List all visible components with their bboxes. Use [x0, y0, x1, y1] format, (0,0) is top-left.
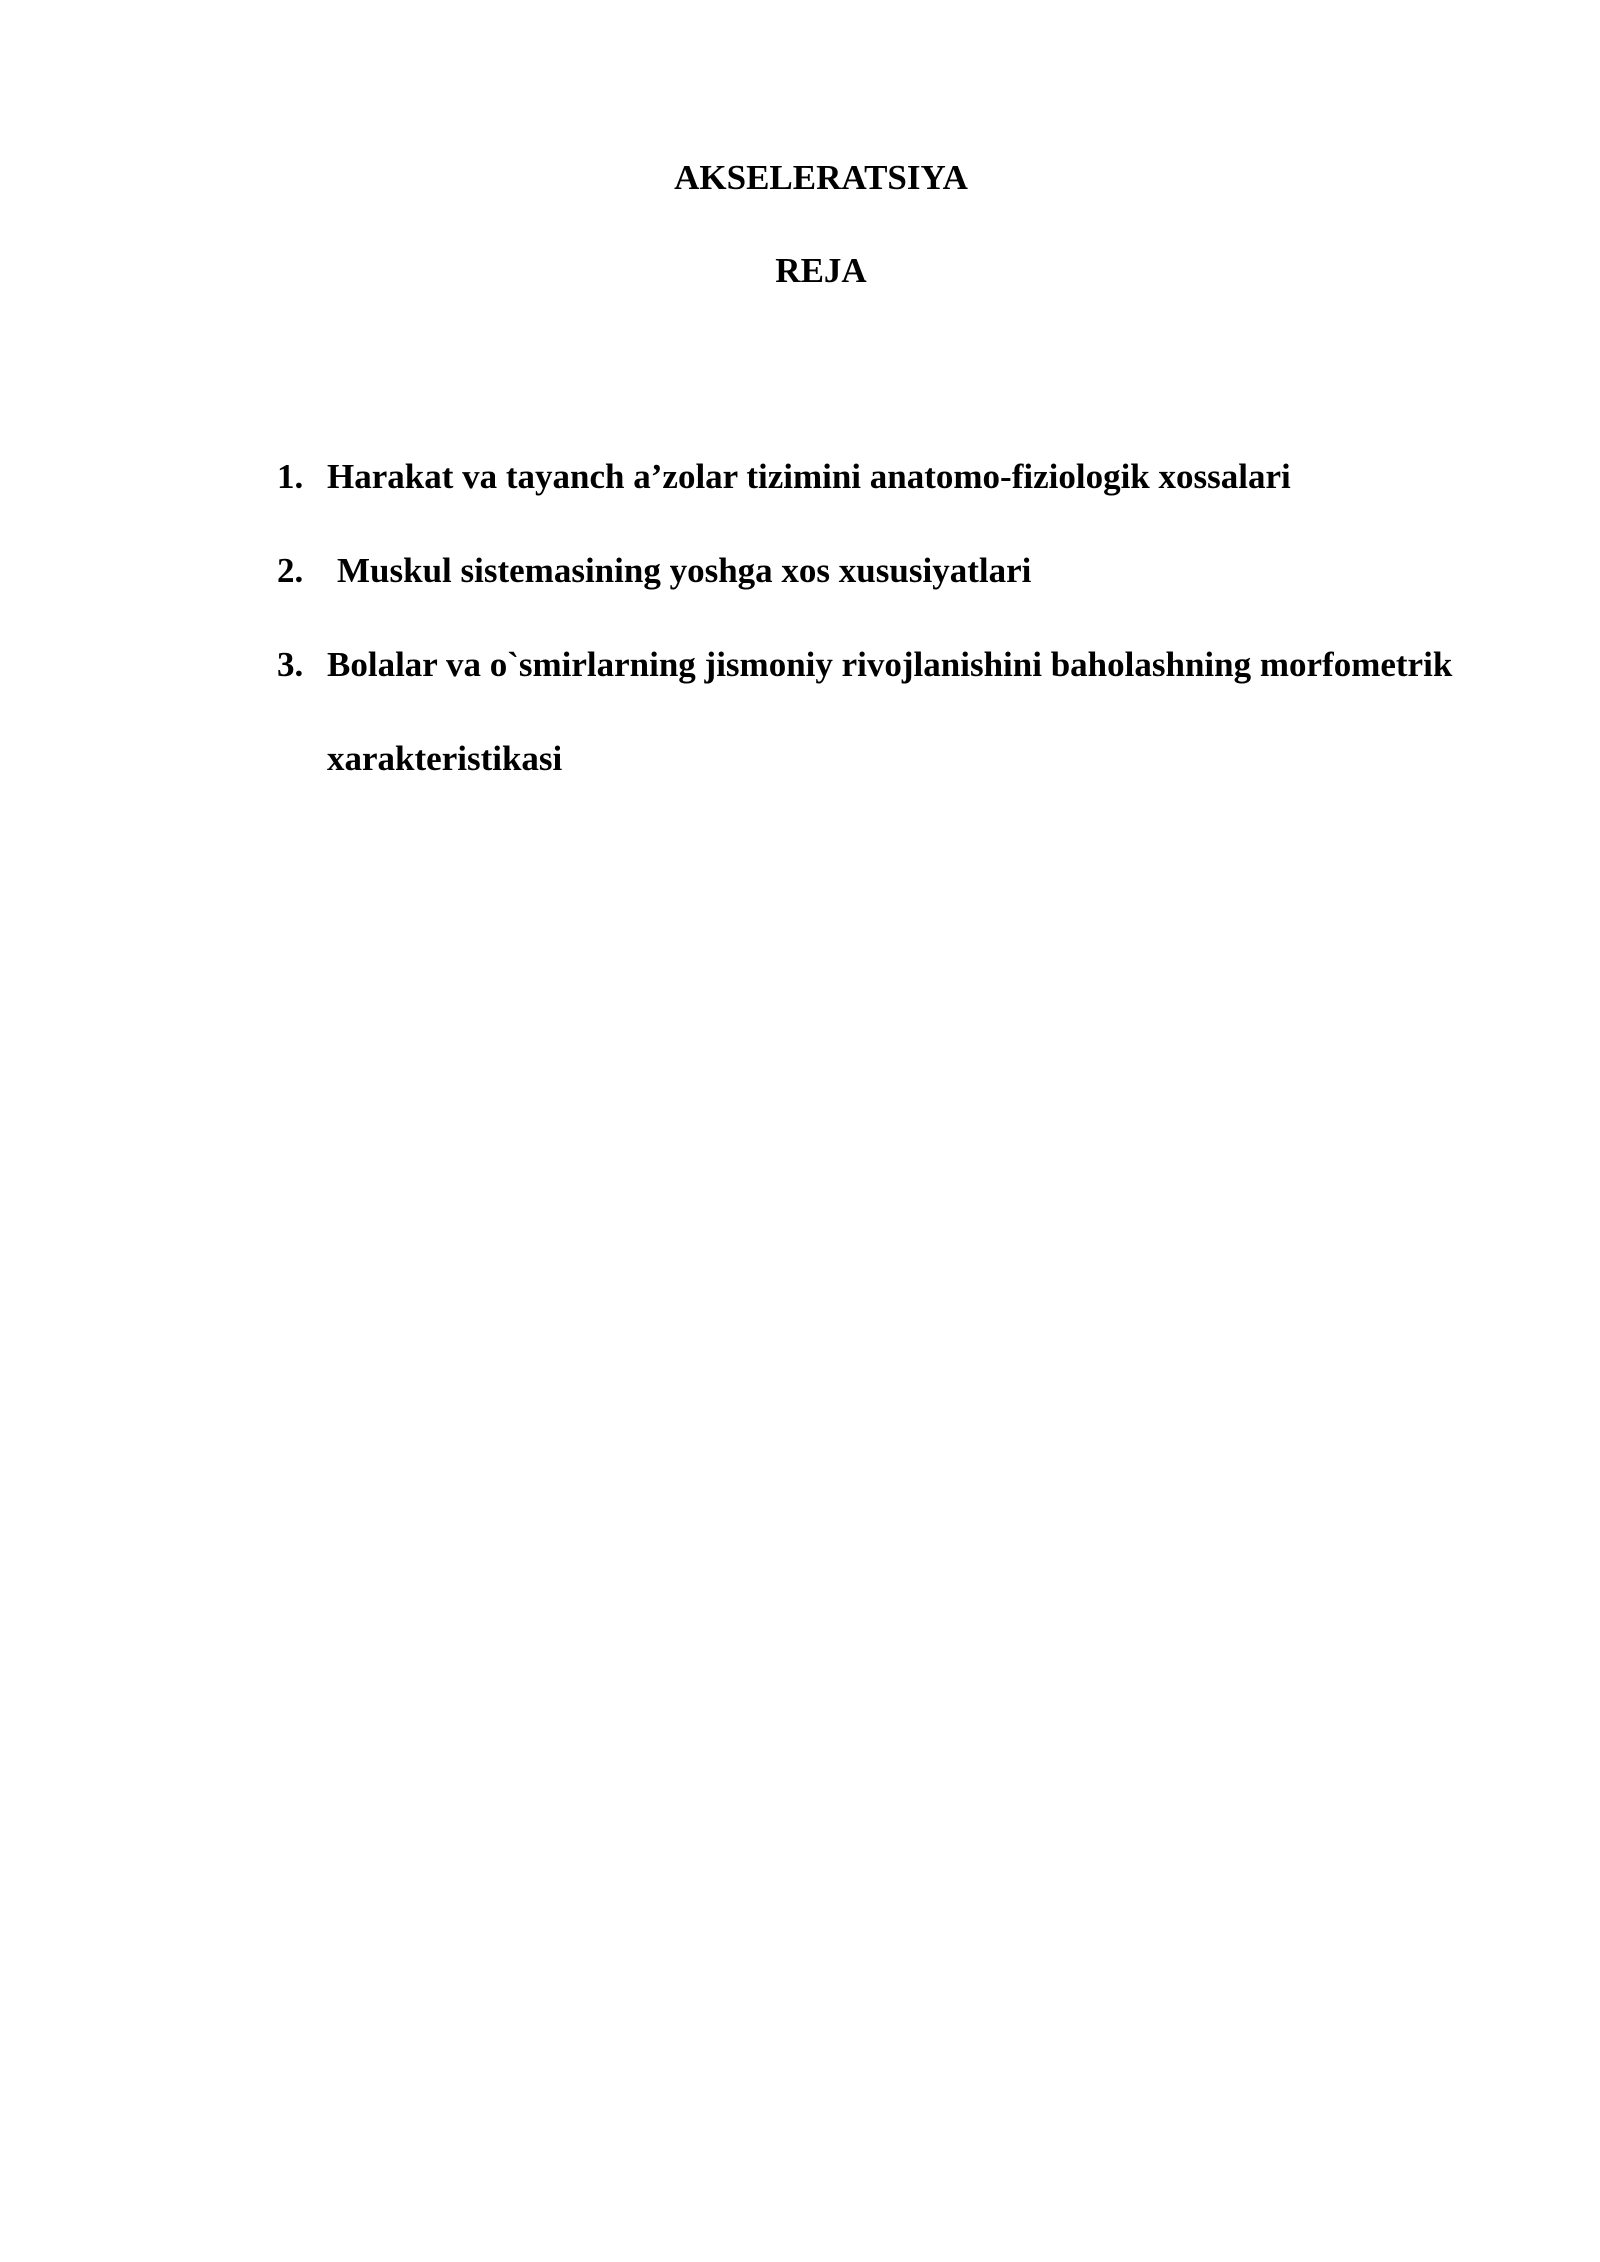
plan-heading: REJA: [775, 251, 867, 290]
plan-item-3: [0, 618, 1600, 806]
plan-item-text: Harakat va tayanch a’zolar tizimini anatomo-fiziologik xossalari: [327, 457, 1291, 496]
plan-item-text: Bolalar va o`smirlarning jismoniy rivojlanishini baholashning morfometrik xarakteristikasi: [327, 645, 1453, 778]
plan-item-text: Muskul sistemasining yoshga xos xususiyatlari: [337, 551, 1032, 590]
plan-item-number: 1.: [277, 457, 304, 496]
document-title: AKSELERATSIYA: [674, 158, 968, 197]
plan-item-1: [0, 430, 1600, 524]
plan-item-number: 3.: [277, 645, 304, 684]
plan-list: [0, 430, 1600, 806]
plan-item-number: 2.: [277, 551, 304, 590]
plan-item-2: [0, 524, 1600, 618]
